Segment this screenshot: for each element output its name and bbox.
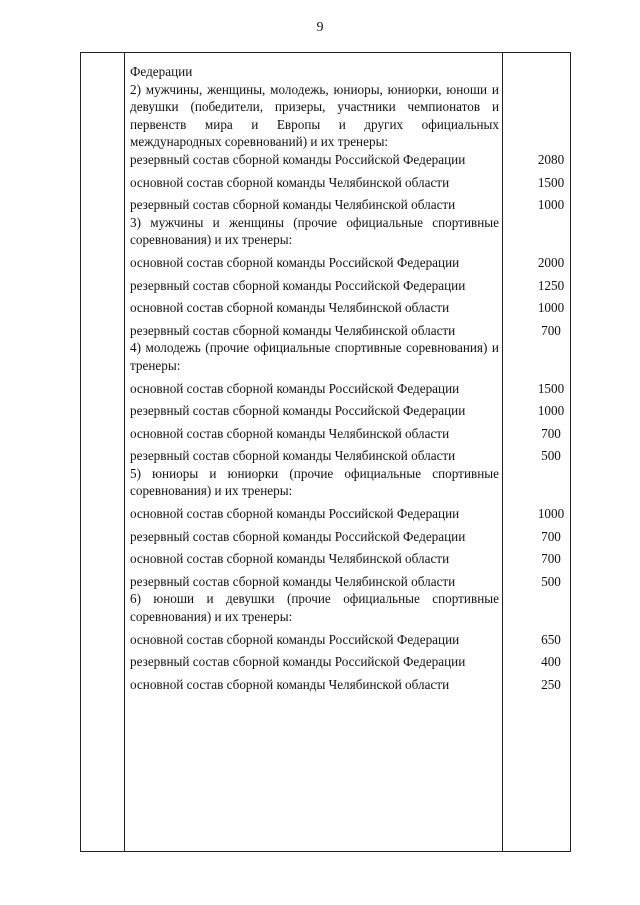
table-row — [130, 277, 570, 295]
table-row — [130, 528, 570, 546]
table-row — [130, 590, 570, 625]
table-row — [130, 465, 570, 500]
row-description: резервный состав сборной команды Челябинской области — [130, 573, 456, 589]
table-row — [130, 254, 570, 272]
row-description: резервный состав сборной команды Челябинской области — [130, 197, 456, 213]
row-description: основной состав сборной команды Российской Федерации — [130, 631, 460, 647]
row-value: 700 — [541, 528, 561, 544]
row-description: основной состав сборной команды Челябинской области — [130, 300, 450, 316]
table-row — [130, 339, 570, 374]
row-description: резервный состав сборной команды Челябинской области — [130, 448, 456, 464]
table-row — [130, 447, 570, 465]
row-description: основной состав сборной команды Челябинской области — [130, 551, 450, 567]
row-description: резервный состав сборной команды Челябинской области — [130, 322, 456, 338]
table-body — [130, 63, 570, 693]
row-value: 1500 — [537, 380, 565, 396]
row-value: 1000 — [537, 300, 565, 316]
row-description: 3) мужчины и женщины (прочие официальные спортивные соревнования) и их тренеры: — [130, 214, 499, 248]
row-value: 2080 — [537, 151, 565, 167]
table-row — [130, 550, 570, 568]
row-value: 700 — [541, 551, 561, 567]
row-description: 6) юноши и девушки (прочие официальные спортивные соревнования) и их тренеры: — [130, 591, 499, 625]
table-row — [130, 214, 570, 249]
table-divider-number-column — [124, 52, 125, 852]
row-description: основной состав сборной команды Российской Федерации — [130, 254, 460, 270]
row-description: резервный состав сборной команды Российской Федерации — [130, 528, 466, 544]
row-description: резервный состав сборной команды Российской Федерации — [130, 654, 466, 670]
table-row — [130, 653, 570, 671]
row-description: основной состав сборной команды Челябинской области — [130, 174, 450, 190]
row-value: 500 — [541, 573, 561, 589]
row-description: 5) юниоры и юниорки (прочие официальные спортивные соревнования) и их тренеры: — [130, 465, 499, 499]
row-value: 1500 — [537, 174, 565, 190]
table-row — [130, 299, 570, 317]
page-number: 9 — [316, 20, 324, 35]
row-value: 400 — [541, 654, 561, 670]
row-description: основной состав сборной команды Челябинской области — [130, 676, 450, 692]
table-row — [130, 631, 570, 649]
row-description: основной состав сборной команды Российской Федерации — [130, 506, 460, 522]
row-value: 1000 — [537, 403, 565, 419]
table-row — [130, 505, 570, 523]
row-description: основной состав сборной команды Российской Федерации — [130, 380, 460, 396]
row-value: 250 — [541, 676, 561, 692]
table-row — [130, 676, 570, 694]
row-value: 500 — [541, 448, 561, 464]
row-description: резервный состав сборной команды Российской Федерации — [130, 277, 466, 293]
table-row — [130, 402, 570, 420]
table-row — [130, 322, 570, 340]
table-row — [130, 174, 570, 192]
table-border-bottom — [80, 851, 571, 852]
table-row — [130, 573, 570, 591]
row-description: основной состав сборной команды Челябинской области — [130, 425, 450, 441]
table-row — [130, 425, 570, 443]
row-description: резервный состав сборной команды Российской Федерации — [130, 403, 466, 419]
table-border-top — [80, 52, 571, 53]
row-value: 1250 — [537, 277, 565, 293]
row-description: 4) молодежь (прочие официальные спортивные соревнования) и тренеры: — [130, 340, 499, 373]
table-row — [130, 380, 570, 398]
row-description: Федерации — [130, 64, 193, 79]
row-value: 2000 — [537, 254, 565, 270]
table-row — [130, 151, 570, 169]
table-row — [130, 81, 570, 151]
row-description: резервный состав сборной команды Российской Федерации — [130, 151, 466, 167]
row-value: 650 — [541, 631, 561, 647]
table-row — [130, 63, 570, 81]
table-border-left — [80, 52, 81, 852]
row-value: 1000 — [537, 197, 565, 213]
row-value: 700 — [541, 425, 561, 441]
row-value: 700 — [541, 322, 561, 338]
row-description: 2) мужчины, женщины, молодежь, юниоры, юниорки, юноши и девушки (победители, призеры, участники чемпионатов и первенств мира и Европы и других официальных международных соревнований) и их тренеры: — [130, 81, 499, 150]
table-border-right — [570, 52, 571, 852]
row-value: 1000 — [537, 506, 565, 522]
table-row — [130, 196, 570, 214]
